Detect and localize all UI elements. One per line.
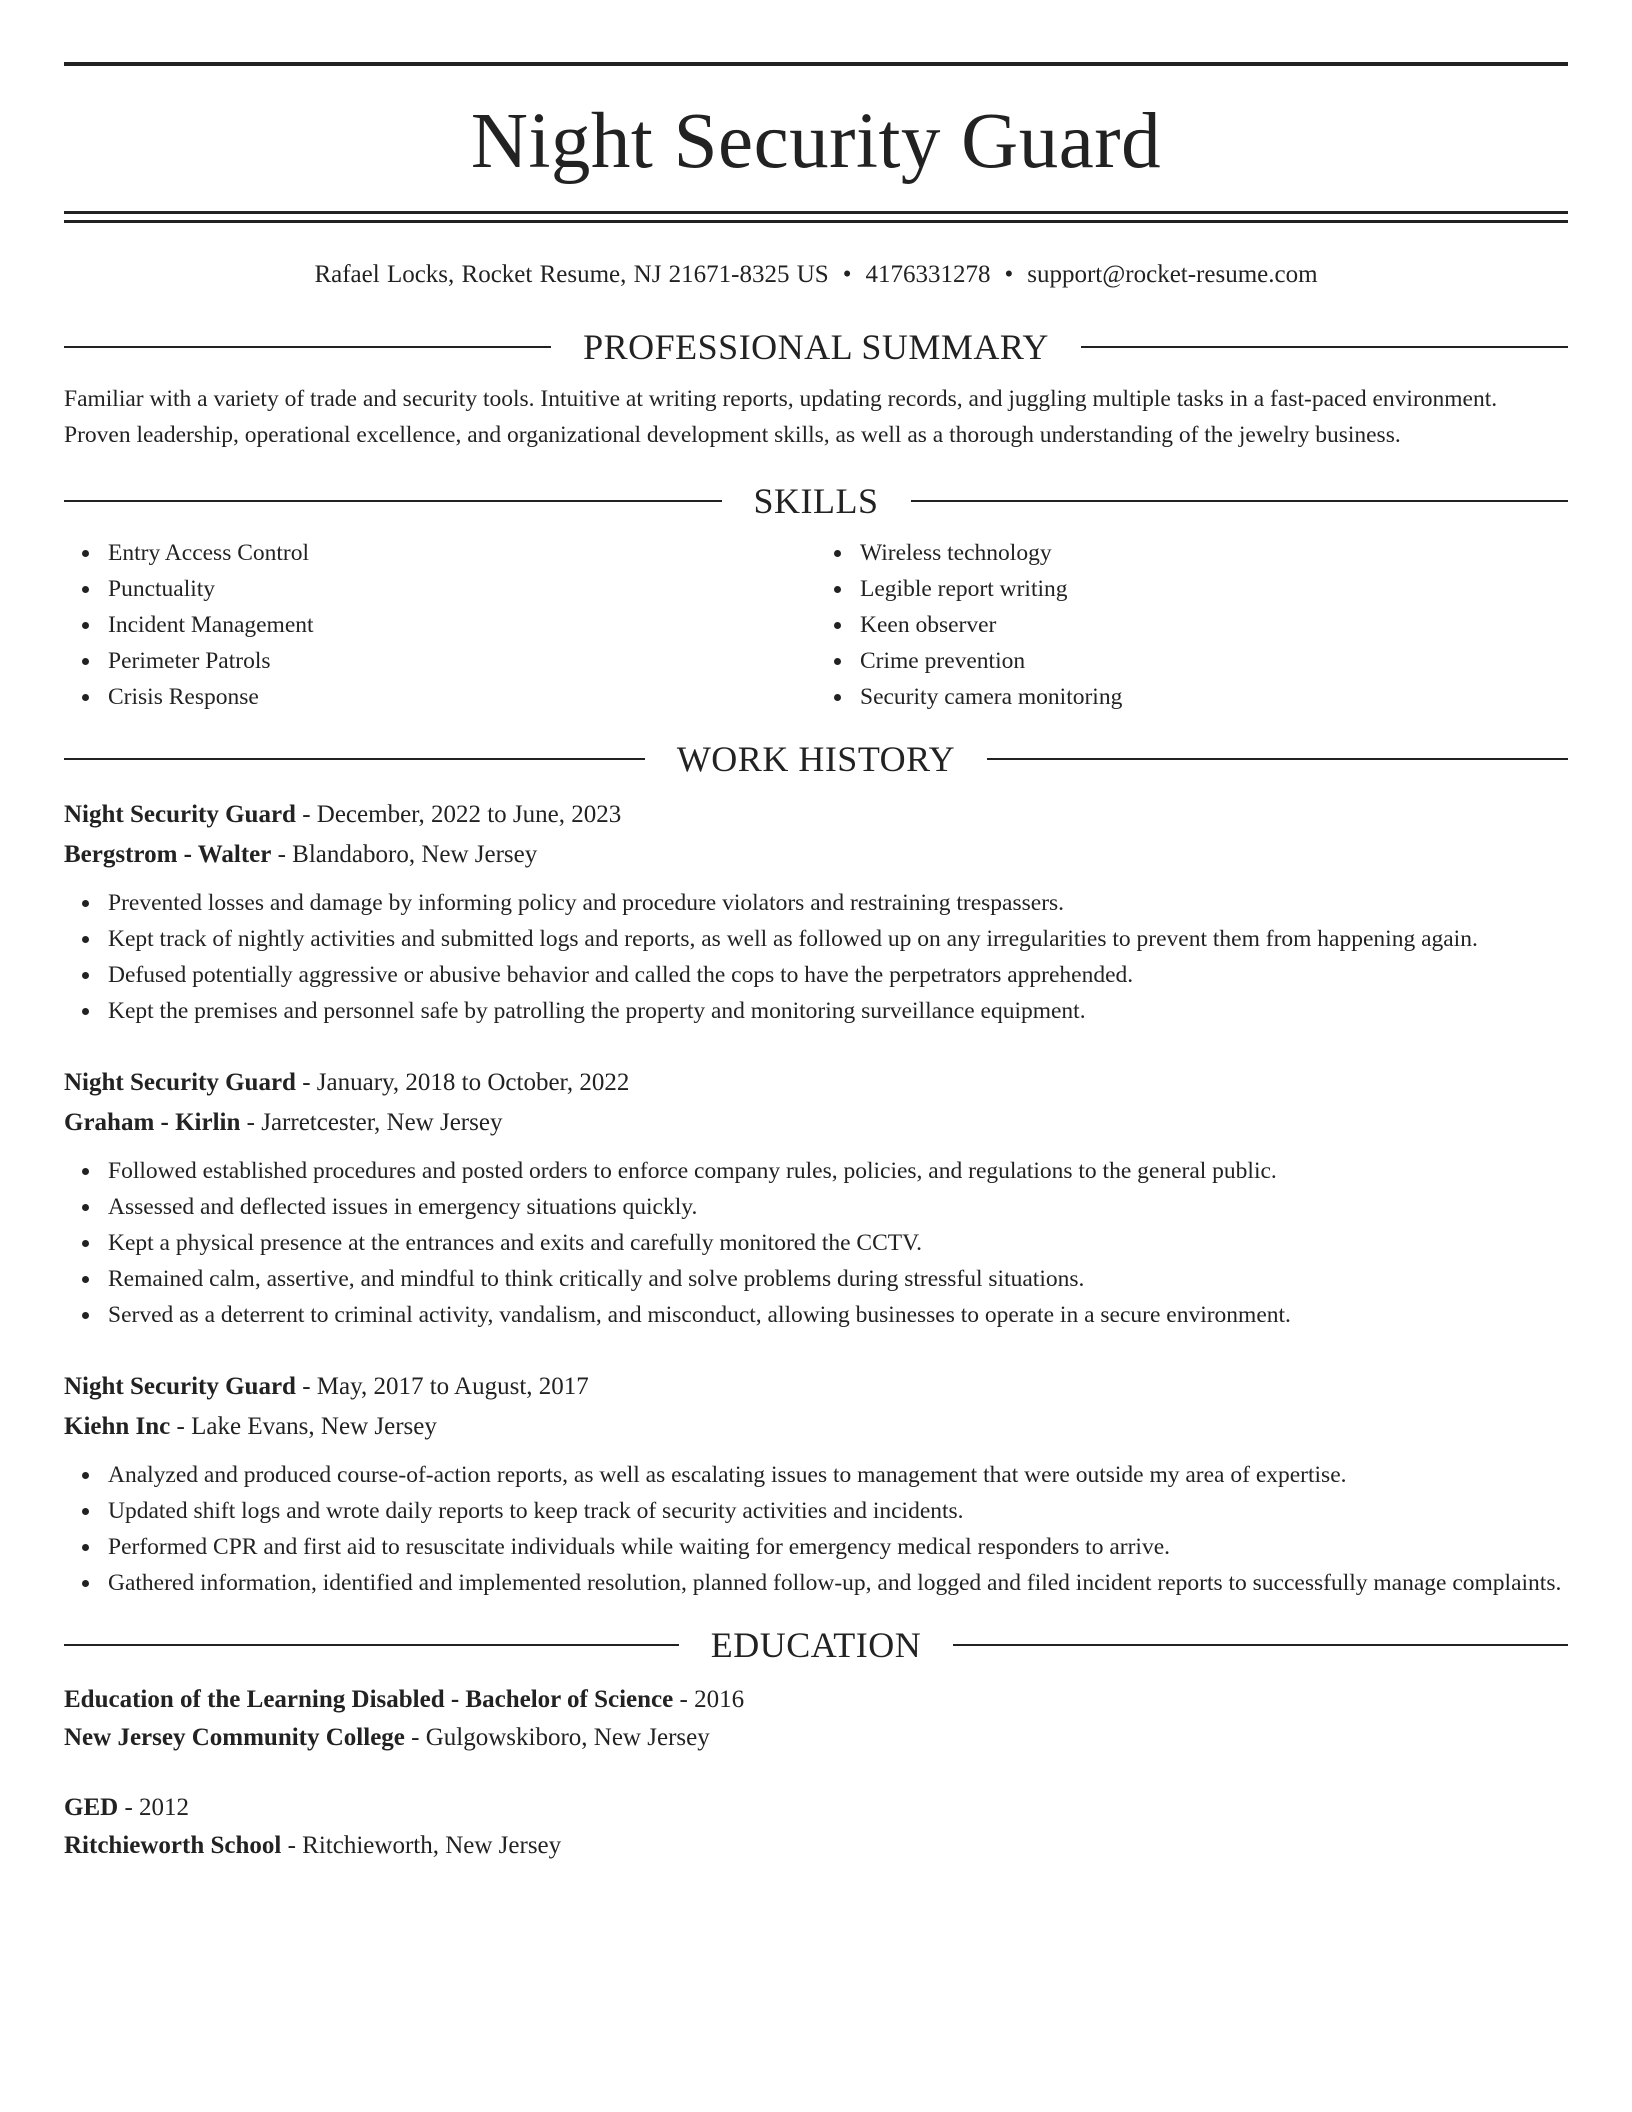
job-bullet: Analyzed and produced course-of-action reports, as well as escalating issues to management that were outside my area of expertise. bbox=[108, 1457, 1568, 1493]
section-header-summary bbox=[64, 325, 1568, 369]
section-rule bbox=[64, 1644, 679, 1646]
education-school: New Jersey Community College bbox=[64, 1724, 405, 1751]
skill-item: Wireless technology bbox=[860, 535, 1568, 571]
job-bullet: Gathered information, identified and implemented resolution, planned follow-up, and logged and filed incident reports to successfully manage complaints. bbox=[108, 1565, 1568, 1601]
section-rule bbox=[987, 758, 1568, 760]
section-title: EDUCATION bbox=[710, 1625, 922, 1665]
section-header-work bbox=[64, 737, 1568, 781]
job-bullets bbox=[64, 1457, 1568, 1601]
skill-item: Keen observer bbox=[860, 607, 1568, 643]
job-role: Night Security Guard bbox=[64, 801, 296, 828]
job-title-line bbox=[64, 1367, 1568, 1407]
contact-phone: 4176331278 bbox=[865, 261, 991, 288]
skills-column-left bbox=[64, 535, 816, 715]
job-title-line bbox=[64, 795, 1568, 835]
education-year: - 2016 bbox=[673, 1686, 745, 1713]
job-location: - Jarretcester, New Jersey bbox=[240, 1109, 503, 1136]
job-bullet: Prevented losses and damage by informing policy and procedure violators and restraining trespassers. bbox=[108, 885, 1568, 921]
section-title: WORK HISTORY bbox=[676, 739, 956, 779]
section-header-education bbox=[64, 1623, 1568, 1667]
education-school-line bbox=[64, 1827, 1568, 1865]
education-entry bbox=[64, 1789, 1568, 1865]
job-company: Kiehn Inc bbox=[64, 1413, 171, 1440]
resume-title: Night Security Guard bbox=[470, 98, 1162, 185]
skill-item: Incident Management bbox=[108, 607, 816, 643]
education-year: - 2012 bbox=[118, 1794, 190, 1821]
job-company-line bbox=[64, 835, 1568, 875]
section-rule bbox=[64, 346, 551, 348]
job-bullet: Performed CPR and first aid to resuscitate individuals while waiting for emergency medical responders to arrive. bbox=[108, 1529, 1568, 1565]
job-entry bbox=[64, 795, 1568, 1029]
job-role: Night Security Guard bbox=[64, 1373, 296, 1400]
job-dates: - December, 2022 to June, 2023 bbox=[295, 801, 622, 828]
skills-column-right bbox=[816, 535, 1568, 715]
section-rule bbox=[64, 758, 645, 760]
contact-separator: • bbox=[842, 261, 852, 288]
job-company-line bbox=[64, 1407, 1568, 1447]
education-degree-line bbox=[64, 1681, 1568, 1719]
skill-item: Crisis Response bbox=[108, 679, 816, 715]
education-degree: Education of the Learning Disabled - Bachelor of Science bbox=[64, 1686, 674, 1713]
job-bullet: Kept track of nightly activities and submitted logs and reports, as well as followed up on any irregularities to prevent them from happening again. bbox=[108, 921, 1568, 957]
education-location: - Ritchieworth, New Jersey bbox=[281, 1832, 562, 1859]
section-rule bbox=[911, 500, 1569, 502]
contact-address: Rafael Locks, Rocket Resume, NJ 21671-8325 US bbox=[314, 261, 829, 288]
job-company: Bergstrom - Walter bbox=[64, 841, 272, 868]
contact-email: support@rocket-resume.com bbox=[1027, 261, 1318, 288]
section-rule bbox=[64, 500, 722, 502]
job-bullet: Kept the premises and personnel safe by patrolling the property and monitoring surveillance equipment. bbox=[108, 993, 1568, 1029]
section-rule bbox=[1081, 346, 1568, 348]
job-location: - Blandaboro, New Jersey bbox=[271, 841, 538, 868]
section-title: PROFESSIONAL SUMMARY bbox=[583, 327, 1049, 367]
job-company: Graham - Kirlin bbox=[64, 1109, 241, 1136]
skills-list bbox=[64, 535, 1568, 715]
skill-item: Perimeter Patrols bbox=[108, 643, 816, 679]
job-bullet: Assessed and deflected issues in emergency situations quickly. bbox=[108, 1189, 1568, 1225]
contact-line bbox=[64, 259, 1568, 291]
job-entry bbox=[64, 1063, 1568, 1333]
contact-separator: • bbox=[1004, 261, 1014, 288]
job-title-line bbox=[64, 1063, 1568, 1103]
job-bullets bbox=[64, 885, 1568, 1029]
section-header-skills bbox=[64, 479, 1568, 523]
education-school-line bbox=[64, 1719, 1568, 1757]
job-bullet: Updated shift logs and wrote daily reports to keep track of security activities and incidents. bbox=[108, 1493, 1568, 1529]
skill-item: Entry Access Control bbox=[108, 535, 816, 571]
skill-item: Punctuality bbox=[108, 571, 816, 607]
job-bullets bbox=[64, 1153, 1568, 1333]
section-title: SKILLS bbox=[753, 481, 879, 521]
job-bullet: Remained calm, assertive, and mindful to think critically and solve problems during stressful situations. bbox=[108, 1261, 1568, 1297]
section-rule bbox=[953, 1644, 1568, 1646]
job-bullet: Defused potentially aggressive or abusive behavior and called the cops to have the perpetrators apprehended. bbox=[108, 957, 1568, 993]
double-rule bbox=[64, 211, 1568, 223]
job-company-line bbox=[64, 1103, 1568, 1143]
job-bullet: Served as a deterrent to criminal activity, vandalism, and misconduct, allowing businesses to operate in a secure environment. bbox=[108, 1297, 1568, 1333]
skill-item: Legible report writing bbox=[860, 571, 1568, 607]
education-degree-line bbox=[64, 1789, 1568, 1827]
skill-item: Security camera monitoring bbox=[860, 679, 1568, 715]
education-degree: GED bbox=[64, 1794, 119, 1821]
job-dates: - May, 2017 to August, 2017 bbox=[295, 1373, 589, 1400]
summary-text: Familiar with a variety of trade and security tools. Intuitive at writing reports, updating records, and juggling multiple tasks in a fast-paced environment. Proven leadership, operational excellence, and organizational development skills, as well as a thorough understanding of the jewelry business. bbox=[64, 386, 1498, 448]
job-role: Night Security Guard bbox=[64, 1069, 296, 1096]
top-rule bbox=[64, 62, 1568, 66]
education-location: - Gulgowskiboro, New Jersey bbox=[404, 1724, 710, 1751]
job-bullet: Followed established procedures and posted orders to enforce company rules, policies, and regulations to the general public. bbox=[108, 1153, 1568, 1189]
job-bullet: Kept a physical presence at the entrances and exits and carefully monitored the CCTV. bbox=[108, 1225, 1568, 1261]
skill-item: Crime prevention bbox=[860, 643, 1568, 679]
education-school: Ritchieworth School bbox=[64, 1832, 282, 1859]
job-dates: - January, 2018 to October, 2022 bbox=[295, 1069, 630, 1096]
job-location: - Lake Evans, New Jersey bbox=[170, 1413, 437, 1440]
education-entry bbox=[64, 1681, 1568, 1757]
job-entry bbox=[64, 1367, 1568, 1601]
